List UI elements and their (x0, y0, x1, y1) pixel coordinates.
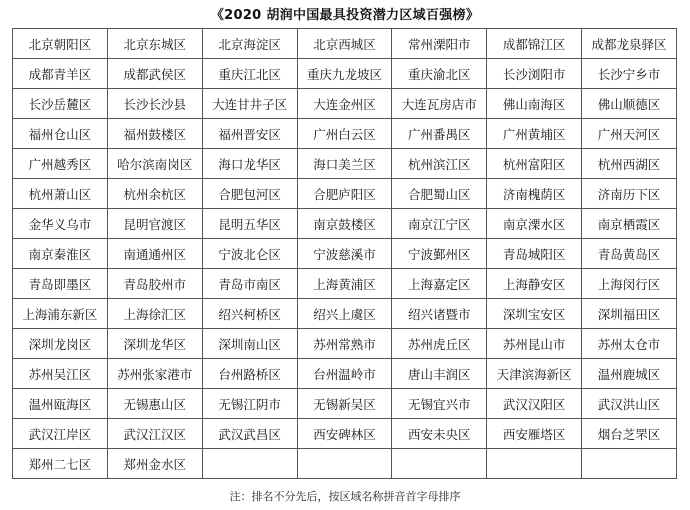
district-cell: 上海静安区 (487, 269, 582, 299)
table-row (13, 299, 677, 329)
district-cell: 常州溧阳市 (392, 29, 487, 59)
district-cell: 上海浦东新区 (13, 299, 108, 329)
district-cell: 武汉武昌区 (202, 419, 297, 449)
district-cell: 南京栖霞区 (582, 209, 677, 239)
district-cell: 武汉汉阳区 (487, 389, 582, 419)
district-cell: 成都武侯区 (107, 59, 202, 89)
empty-cell (582, 449, 677, 479)
district-cell: 南京江宁区 (392, 209, 487, 239)
district-cell: 深圳龙华区 (107, 329, 202, 359)
empty-cell (202, 449, 297, 479)
district-cell: 南京溧水区 (487, 209, 582, 239)
district-cell: 宁波慈溪市 (297, 239, 392, 269)
empty-cell (297, 449, 392, 479)
district-cell: 上海徐汇区 (107, 299, 202, 329)
district-cell: 福州晋安区 (202, 119, 297, 149)
district-cell: 合肥庐阳区 (297, 179, 392, 209)
district-cell: 福州鼓楼区 (107, 119, 202, 149)
district-cell: 重庆九龙坡区 (297, 59, 392, 89)
district-cell: 重庆江北区 (202, 59, 297, 89)
district-cell: 合肥蜀山区 (392, 179, 487, 209)
district-cell: 天津滨海新区 (487, 359, 582, 389)
district-cell: 苏州太仓市 (582, 329, 677, 359)
table-row (13, 389, 677, 419)
district-cell: 济南历下区 (582, 179, 677, 209)
district-cell: 烟台芝罘区 (582, 419, 677, 449)
table-row (13, 209, 677, 239)
district-cell: 郑州金水区 (107, 449, 202, 479)
table-row (13, 269, 677, 299)
district-cell: 北京东城区 (107, 29, 202, 59)
table-row (13, 179, 677, 209)
district-cell: 绍兴上虞区 (297, 299, 392, 329)
district-cell: 大连甘井子区 (202, 89, 297, 119)
district-cell: 青岛城阳区 (487, 239, 582, 269)
table-row (13, 149, 677, 179)
district-cell: 广州越秀区 (13, 149, 108, 179)
district-cell: 昆明五华区 (202, 209, 297, 239)
district-cell: 杭州西湖区 (582, 149, 677, 179)
district-cell: 宁波鄞州区 (392, 239, 487, 269)
district-cell: 苏州昆山市 (487, 329, 582, 359)
district-cell: 深圳龙岗区 (13, 329, 108, 359)
district-cell: 无锡新吴区 (297, 389, 392, 419)
district-cell: 苏州张家港市 (107, 359, 202, 389)
district-cell: 重庆渝北区 (392, 59, 487, 89)
district-cell: 武汉江汉区 (107, 419, 202, 449)
district-cell: 绍兴诸暨市 (392, 299, 487, 329)
district-cell: 郑州二七区 (13, 449, 108, 479)
district-cell: 西安未央区 (392, 419, 487, 449)
footnote: 注：排名不分先后，按区域名称拼音首字母排序 (229, 490, 461, 503)
district-cell: 青岛胶州市 (107, 269, 202, 299)
district-cell: 长沙长沙县 (107, 89, 202, 119)
district-cell: 海口龙华区 (202, 149, 297, 179)
district-cell: 佛山南海区 (487, 89, 582, 119)
district-cell: 无锡惠山区 (107, 389, 202, 419)
district-cell: 温州鹿城区 (582, 359, 677, 389)
empty-cell (392, 449, 487, 479)
district-cell: 金华义乌市 (13, 209, 108, 239)
district-cell: 哈尔滨南岗区 (107, 149, 202, 179)
table-row (13, 239, 677, 269)
district-cell: 大连瓦房店市 (392, 89, 487, 119)
page-title: 《2020 胡润中国最具投资潜力区域百强榜》 (210, 8, 480, 23)
district-cell: 深圳南山区 (202, 329, 297, 359)
district-cell: 北京西城区 (297, 29, 392, 59)
district-cell: 南京秦淮区 (13, 239, 108, 269)
district-cell: 宁波北仑区 (202, 239, 297, 269)
district-cell: 长沙宁乡市 (582, 59, 677, 89)
district-table-body (13, 29, 677, 479)
district-cell: 无锡江阴市 (202, 389, 297, 419)
district-cell: 西安碑林区 (297, 419, 392, 449)
district-cell: 济南槐荫区 (487, 179, 582, 209)
district-cell: 大连金州区 (297, 89, 392, 119)
district-cell: 上海闵行区 (582, 269, 677, 299)
district-cell: 广州白云区 (297, 119, 392, 149)
table-row (13, 419, 677, 449)
district-cell: 佛山顺德区 (582, 89, 677, 119)
district-cell: 成都龙泉驿区 (582, 29, 677, 59)
table-row (13, 29, 677, 59)
district-cell: 武汉洪山区 (582, 389, 677, 419)
district-cell: 杭州滨江区 (392, 149, 487, 179)
district-cell: 青岛市南区 (202, 269, 297, 299)
district-cell: 台州温岭市 (297, 359, 392, 389)
district-cell: 武汉江岸区 (13, 419, 108, 449)
district-cell: 温州瓯海区 (13, 389, 108, 419)
table-row (13, 359, 677, 389)
table-row (13, 119, 677, 149)
district-cell: 广州黄埔区 (487, 119, 582, 149)
district-cell: 苏州吴江区 (13, 359, 108, 389)
district-cell: 杭州萧山区 (13, 179, 108, 209)
table-row (13, 449, 677, 479)
district-cell: 合肥包河区 (202, 179, 297, 209)
district-cell: 长沙浏阳市 (487, 59, 582, 89)
district-table (12, 28, 677, 479)
district-cell: 青岛黄岛区 (582, 239, 677, 269)
district-cell: 深圳宝安区 (487, 299, 582, 329)
district-cell: 深圳福田区 (582, 299, 677, 329)
district-cell: 长沙岳麓区 (13, 89, 108, 119)
district-cell: 西安雁塔区 (487, 419, 582, 449)
district-cell: 唐山丰润区 (392, 359, 487, 389)
district-cell: 昆明官渡区 (107, 209, 202, 239)
district-cell: 广州番禺区 (392, 119, 487, 149)
district-cell: 成都青羊区 (13, 59, 108, 89)
district-cell: 成都锦江区 (487, 29, 582, 59)
district-cell: 杭州富阳区 (487, 149, 582, 179)
district-cell: 南京鼓楼区 (297, 209, 392, 239)
district-cell: 上海嘉定区 (392, 269, 487, 299)
district-cell: 北京海淀区 (202, 29, 297, 59)
empty-cell (487, 449, 582, 479)
district-cell: 北京朝阳区 (13, 29, 108, 59)
district-cell: 无锡宜兴市 (392, 389, 487, 419)
district-cell: 台州路桥区 (202, 359, 297, 389)
table-row (13, 59, 677, 89)
district-cell: 福州仓山区 (13, 119, 108, 149)
district-cell: 青岛即墨区 (13, 269, 108, 299)
district-cell: 南通通州区 (107, 239, 202, 269)
district-cell: 广州天河区 (582, 119, 677, 149)
district-cell: 上海黄浦区 (297, 269, 392, 299)
district-cell: 杭州余杭区 (107, 179, 202, 209)
district-cell: 海口美兰区 (297, 149, 392, 179)
district-cell: 苏州虎丘区 (392, 329, 487, 359)
district-cell: 苏州常熟市 (297, 329, 392, 359)
district-cell: 绍兴柯桥区 (202, 299, 297, 329)
table-row (13, 89, 677, 119)
table-row (13, 329, 677, 359)
